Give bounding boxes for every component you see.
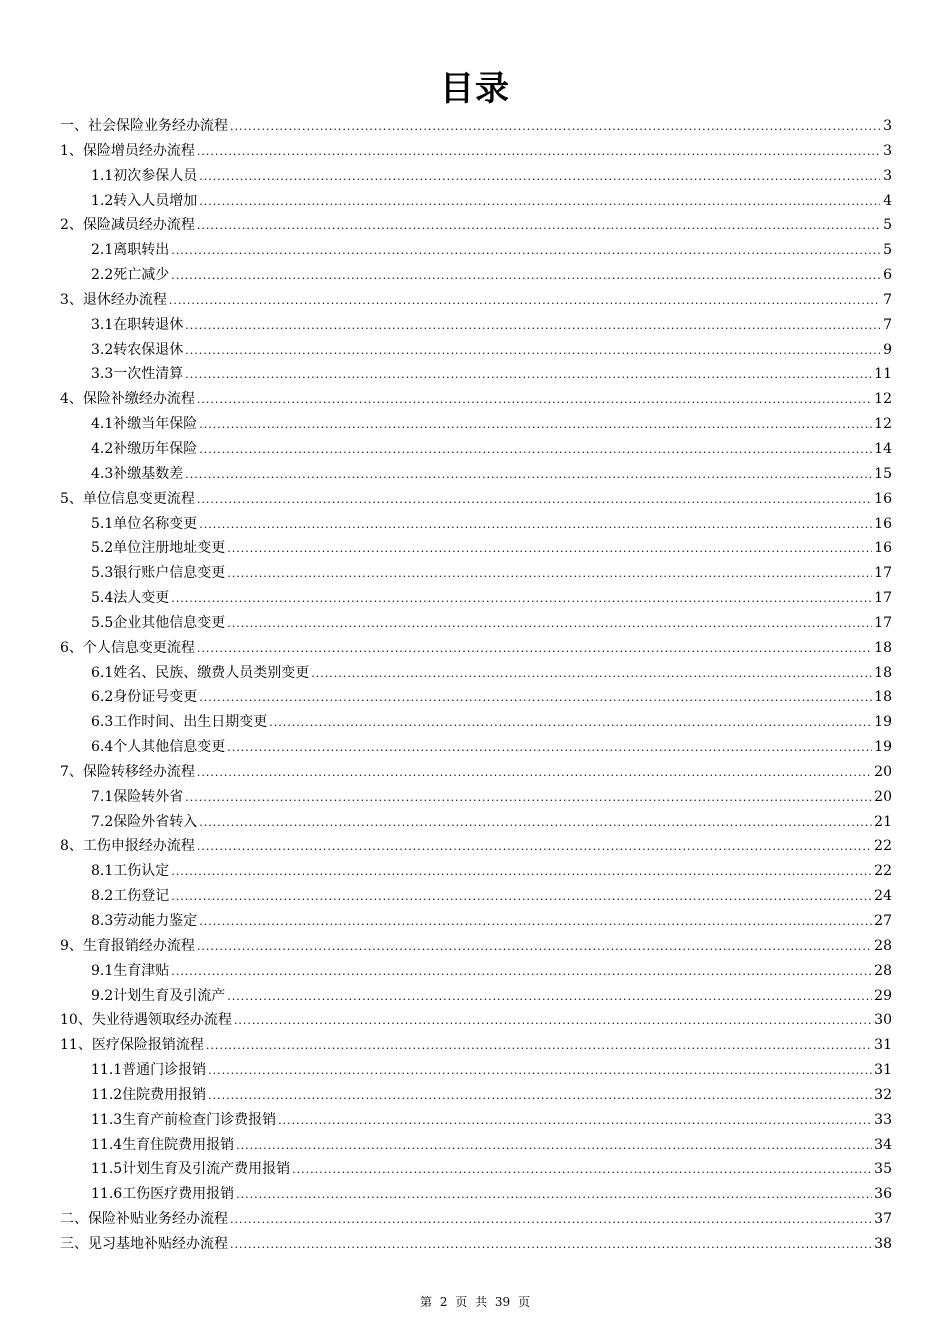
toc-entry[interactable] xyxy=(60,984,892,1009)
toc-entry[interactable] xyxy=(60,586,892,611)
toc-entry-label: 4.1补缴当年保险 xyxy=(91,416,198,433)
toc-entry-page-number: 5 xyxy=(883,242,892,259)
toc-entry-label: 4.2补缴历年保险 xyxy=(91,440,198,457)
toc-entry-label: 7.2保险外省转入 xyxy=(91,813,198,830)
toc-entry-page-number: 22 xyxy=(874,838,892,855)
toc-entry-label: 11.5计划生育及引流产费用报销 xyxy=(91,1161,291,1178)
toc-entry-label: 6.4个人其他信息变更 xyxy=(91,739,226,756)
toc-entry-page-number: 31 xyxy=(874,1037,892,1054)
toc-entry[interactable] xyxy=(60,1232,892,1257)
toc-entry-label: 11、医疗保险报销流程 xyxy=(60,1037,204,1054)
toc-entry-page-number: 21 xyxy=(874,813,892,830)
toc-entry[interactable] xyxy=(60,313,892,338)
toc-entry[interactable] xyxy=(60,238,892,263)
toc-entry[interactable] xyxy=(60,213,892,238)
toc-entry[interactable] xyxy=(60,189,892,214)
toc-entry-label: 1、保险增员经办流程 xyxy=(60,142,195,159)
toc-dot-leader xyxy=(197,637,872,662)
toc-dot-leader xyxy=(171,264,880,289)
toc-entry-label: 9.2计划生育及引流产 xyxy=(91,987,226,1004)
toc-entry-page-number: 18 xyxy=(874,664,892,681)
toc-entry[interactable] xyxy=(60,1157,892,1182)
toc-entry-label: 8.1工伤认定 xyxy=(91,863,170,880)
toc-entry-page-number: 28 xyxy=(874,937,892,954)
toc-entry-label: 三、见习基地补贴经办流程 xyxy=(60,1235,228,1252)
toc-entry-label: 8、工伤申报经办流程 xyxy=(60,838,195,855)
toc-dot-leader xyxy=(185,463,872,488)
toc-dot-leader xyxy=(171,885,872,910)
toc-dot-leader xyxy=(197,388,872,413)
toc-entry-page-number: 18 xyxy=(874,689,892,706)
toc-dot-leader xyxy=(269,711,872,736)
toc-dot-leader xyxy=(208,1084,872,1109)
toc-entry[interactable] xyxy=(60,1033,892,1058)
toc-entry[interactable] xyxy=(60,834,892,859)
toc-entry-label: 11.3生育产前检查门诊费报销 xyxy=(91,1111,277,1128)
toc-dot-leader xyxy=(227,537,872,562)
toc-entry-label: 6.1姓名、民族、缴费人员类别变更 xyxy=(91,664,310,681)
toc-dot-leader xyxy=(199,686,872,711)
toc-dot-leader xyxy=(169,289,880,314)
toc-entry-label: 7.1保险转外省 xyxy=(91,788,184,805)
toc-entry[interactable] xyxy=(60,611,892,636)
toc-entry-label: 3.1在职转退休 xyxy=(91,316,184,333)
toc-dot-leader xyxy=(234,1009,872,1034)
toc-entry-label: 3.2转农保退休 xyxy=(91,341,184,358)
toc-dot-leader xyxy=(208,1059,872,1084)
toc-entry-label: 5.1单位名称变更 xyxy=(91,515,198,532)
toc-entry[interactable] xyxy=(60,760,892,785)
toc-entry-label: 3、退休经办流程 xyxy=(60,291,167,308)
toc-entry-page-number: 16 xyxy=(874,540,892,557)
toc-entry-page-number: 17 xyxy=(874,590,892,607)
toc-dot-leader xyxy=(236,1134,872,1159)
toc-dot-leader xyxy=(197,935,872,960)
toc-dot-leader xyxy=(197,835,872,860)
toc-entry[interactable] xyxy=(60,1008,892,1033)
toc-dot-leader xyxy=(185,786,872,811)
toc-entry-page-number: 32 xyxy=(874,1086,892,1103)
toc-entry-label: 二、保险补贴业务经办流程 xyxy=(60,1211,228,1228)
toc-entry[interactable] xyxy=(60,859,892,884)
toc-entry[interactable] xyxy=(60,661,892,686)
toc-entry-label: 6.2身份证号变更 xyxy=(91,689,198,706)
toc-dot-leader xyxy=(199,413,872,438)
toc-dot-leader xyxy=(199,513,872,538)
toc-entry-page-number: 38 xyxy=(874,1235,892,1252)
toc-entry-label: 11.1普通门诊报销 xyxy=(91,1062,207,1079)
toc-entry[interactable] xyxy=(60,536,892,561)
toc-dot-leader xyxy=(227,612,872,637)
toc-entry-page-number: 4 xyxy=(883,192,892,209)
toc-dot-leader xyxy=(197,488,872,513)
toc-entry-page-number: 22 xyxy=(874,863,892,880)
toc-entry[interactable] xyxy=(60,288,892,313)
toc-dot-leader xyxy=(227,562,872,587)
toc-entry-page-number: 37 xyxy=(874,1211,892,1228)
toc-entry[interactable] xyxy=(60,1182,892,1207)
toc-entry[interactable] xyxy=(60,561,892,586)
toc-entry-label: 5.5企业其他信息变更 xyxy=(91,614,226,631)
toc-entry[interactable] xyxy=(60,735,892,760)
toc-entry-page-number: 27 xyxy=(874,913,892,929)
toc-entry-page-number: 3 xyxy=(883,167,892,184)
toc-entry-page-number: 3 xyxy=(883,118,892,134)
toc-entry[interactable] xyxy=(60,164,892,189)
toc-entry[interactable] xyxy=(60,139,892,164)
page-footer: 第 2 页 共 39 页 xyxy=(420,1295,530,1309)
toc-entry[interactable] xyxy=(60,1108,892,1133)
toc-entry-label: 6.3工作时间、出生日期变更 xyxy=(91,714,268,731)
toc-entry-label: 5.4法人变更 xyxy=(91,590,170,607)
toc-entry[interactable] xyxy=(60,1207,892,1232)
toc-entry-page-number: 17 xyxy=(874,565,892,582)
toc-dot-leader xyxy=(206,1034,872,1059)
toc-entry-label: 9、生育报销经办流程 xyxy=(60,937,195,954)
toc-dot-leader xyxy=(185,363,872,388)
toc-entry[interactable] xyxy=(60,636,892,661)
toc-entry-page-number: 17 xyxy=(874,614,892,631)
toc-entry[interactable] xyxy=(60,114,892,139)
toc-entry[interactable] xyxy=(60,487,892,512)
toc-dot-leader xyxy=(199,165,880,190)
toc-entry-page-number: 6 xyxy=(883,267,892,284)
toc-entry-label: 11.2住院费用报销 xyxy=(91,1086,207,1103)
toc-entry-page-number: 9 xyxy=(883,341,892,358)
toc-entry-page-number: 11 xyxy=(874,366,892,383)
toc-dot-leader xyxy=(185,314,880,339)
toc-dot-leader xyxy=(171,860,872,885)
toc-entry-label: 9.1生育津贴 xyxy=(91,962,170,979)
toc-entry-page-number: 15 xyxy=(874,465,892,482)
toc-entry-label: 8.3劳动能力鉴定 xyxy=(91,913,198,929)
toc-entry-page-number: 35 xyxy=(874,1161,892,1178)
toc-entry[interactable] xyxy=(60,1133,892,1158)
toc-entry[interactable] xyxy=(60,387,892,412)
toc-dot-leader xyxy=(199,190,880,215)
toc-entry[interactable] xyxy=(60,338,892,363)
toc-entry-page-number: 31 xyxy=(874,1062,892,1079)
toc-entry-label: 8.2工伤登记 xyxy=(91,888,170,905)
toc-entry-page-number: 20 xyxy=(874,763,892,780)
toc-entry-label: 2.2死亡减少 xyxy=(91,267,170,284)
toc-dot-leader xyxy=(197,140,880,165)
toc-entry-label: 10、失业待遇领取经办流程 xyxy=(60,1012,232,1029)
toc-entry-page-number: 30 xyxy=(874,1012,892,1029)
toc-entry-page-number: 3 xyxy=(883,142,892,159)
toc-dot-leader xyxy=(230,1233,872,1258)
toc-entry-page-number: 33 xyxy=(874,1111,892,1128)
toc-entry[interactable] xyxy=(60,362,892,387)
toc-entry-label: 1.1初次参保人员 xyxy=(91,167,198,184)
page-title: 目录 xyxy=(440,69,510,109)
toc-entry-page-number: 24 xyxy=(874,888,892,905)
toc-entry-page-number: 7 xyxy=(883,316,892,333)
toc-entry[interactable] xyxy=(60,710,892,735)
toc-entry[interactable] xyxy=(60,412,892,437)
toc-dot-leader xyxy=(185,339,880,364)
toc-entry[interactable] xyxy=(60,959,892,984)
toc-entry-page-number: 16 xyxy=(874,490,892,507)
toc-entry[interactable] xyxy=(60,1058,892,1083)
toc-dot-leader xyxy=(199,811,872,836)
toc-entry-label: 11.4生育住院费用报销 xyxy=(91,1136,235,1153)
toc-dot-leader xyxy=(292,1158,872,1183)
toc-entry-label: 6、个人信息变更流程 xyxy=(60,639,195,656)
toc-entry[interactable] xyxy=(60,1083,892,1108)
toc-entry-page-number: 28 xyxy=(874,962,892,979)
toc-dot-leader xyxy=(230,1208,872,1233)
toc-dot-leader xyxy=(311,662,872,687)
toc-dot-leader xyxy=(227,985,872,1010)
toc-entry[interactable] xyxy=(60,512,892,537)
toc-entry-label: 3.3一次性清算 xyxy=(91,366,184,383)
toc-entry-label: 2.1离职转出 xyxy=(91,242,170,259)
toc-entry[interactable] xyxy=(60,437,892,462)
toc-entry[interactable] xyxy=(60,934,892,959)
toc-entry-label: 4、保险补缴经办流程 xyxy=(60,391,195,408)
table-of-contents xyxy=(60,114,892,1257)
toc-entry-label: 7、保险转移经办流程 xyxy=(60,763,195,780)
toc-entry-page-number: 12 xyxy=(874,391,892,408)
toc-entry-page-number: 36 xyxy=(874,1186,892,1203)
toc-entry-label: 11.6工伤医疗费用报销 xyxy=(91,1186,235,1203)
toc-entry[interactable] xyxy=(60,884,892,909)
toc-entry-label: 5.2单位注册地址变更 xyxy=(91,540,226,557)
toc-entry-label: 1.2转入人员增加 xyxy=(91,192,198,209)
toc-entry[interactable] xyxy=(60,685,892,710)
toc-entry-page-number: 12 xyxy=(874,416,892,433)
toc-entry-label: 一、社会保险业务经办流程 xyxy=(60,118,228,134)
toc-entry-page-number: 5 xyxy=(883,217,892,234)
toc-dot-leader xyxy=(278,1109,872,1134)
toc-entry[interactable] xyxy=(60,785,892,810)
toc-entry-page-number: 18 xyxy=(874,639,892,656)
toc-dot-leader xyxy=(227,736,872,761)
toc-dot-leader xyxy=(197,214,880,239)
toc-entry-label: 5.3银行账户信息变更 xyxy=(91,565,226,582)
toc-entry-page-number: 7 xyxy=(883,291,892,308)
toc-entry-page-number: 19 xyxy=(874,714,892,731)
toc-entry-page-number: 29 xyxy=(874,987,892,1004)
toc-entry-page-number: 19 xyxy=(874,739,892,756)
toc-entry[interactable] xyxy=(60,810,892,835)
toc-dot-leader xyxy=(230,115,880,140)
toc-entry-page-number: 34 xyxy=(874,1136,892,1153)
toc-entry-label: 5、单位信息变更流程 xyxy=(60,490,195,507)
toc-dot-leader xyxy=(199,910,872,935)
toc-dot-leader xyxy=(171,239,880,264)
toc-dot-leader xyxy=(236,1183,872,1208)
toc-entry-page-number: 20 xyxy=(874,788,892,805)
toc-dot-leader xyxy=(199,438,872,463)
toc-entry-page-number: 16 xyxy=(874,515,892,532)
toc-dot-leader xyxy=(171,960,872,985)
toc-entry-label: 4.3补缴基数差 xyxy=(91,465,184,482)
toc-entry[interactable] xyxy=(60,909,892,934)
toc-dot-leader xyxy=(197,761,872,786)
toc-entry-label: 2、保险减员经办流程 xyxy=(60,217,195,234)
toc-entry[interactable] xyxy=(60,263,892,288)
toc-entry-page-number: 14 xyxy=(874,440,892,457)
toc-dot-leader xyxy=(171,587,872,612)
toc-entry[interactable] xyxy=(60,462,892,487)
